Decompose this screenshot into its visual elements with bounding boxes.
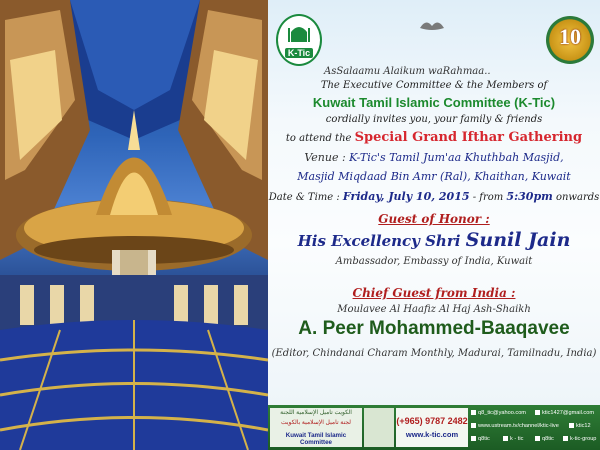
footer-social-1[interactable]: q8tic [478, 436, 490, 442]
venue-line-1: K-Tic's Tamil Jum'aa Khuthbah Masjid, [349, 151, 564, 164]
group-icon [563, 436, 568, 441]
footer-ustream-row [471, 423, 559, 429]
guest-name: Sunil Jain [465, 229, 571, 251]
datetime-mid: - from [472, 192, 504, 203]
venue-line [268, 151, 600, 164]
mosque-interior-photo [0, 0, 268, 450]
video-icon [471, 423, 476, 428]
footer-photos [364, 408, 394, 447]
chief-guest-prefix: Moulavee Al Haafiz Al Haj Ash-Shaikh [337, 304, 531, 315]
guest-line [268, 229, 600, 251]
event-name: Special Grand Ifthar Gathering [354, 130, 583, 145]
chief-guest-name: A. Peer Mohammed-Baaqavee [298, 318, 570, 339]
footer-email-2[interactable]: ktic1427@gmail.com [542, 410, 595, 416]
email-icon [471, 410, 476, 415]
footer-social-4[interactable]: k-tic-group [570, 436, 597, 442]
guest-heading: Guest of Honor : [378, 212, 490, 226]
footer-social-3[interactable]: q8tic [542, 436, 554, 442]
footer-org-block [270, 408, 362, 447]
datetime-label: Date & Time : [268, 192, 340, 203]
invitation-panel [268, 0, 600, 405]
footer-social-3-row [535, 436, 554, 442]
event-date: Friday, July 10, 2015 [342, 190, 470, 203]
logo-label: K-Tic [285, 48, 313, 58]
youtube-icon [503, 436, 508, 441]
greeting: AsSalaamu Alaikum waRahmaa.. [324, 66, 491, 77]
footer-social-block [471, 408, 598, 447]
footer-ustream[interactable]: www.ustream.tv/channel/ktic-live [478, 423, 559, 429]
footer-social-2[interactable]: k - tic [510, 436, 524, 442]
event-prefix: to attend the [285, 133, 352, 144]
twitter-icon [569, 423, 574, 428]
badge-number: 10 [559, 24, 581, 49]
footer-email-1-row [471, 410, 526, 416]
venue-label: Venue : [304, 151, 346, 164]
datetime-suffix: onwards [555, 192, 600, 203]
chief-guest-title: (Editor, Chindanai Charam Monthly, Madurai, Tamilnadu, India) [271, 348, 597, 359]
calligraphy-ornament-icon [418, 16, 446, 32]
footer-contact-block [396, 408, 468, 447]
datetime-line [268, 190, 600, 203]
venue-line-2: Masjid Miqdaad Bin Amr (Ral), Khaithan, Kuwait [297, 170, 571, 183]
footer-strip [268, 405, 600, 450]
footer-email-2-row [535, 410, 594, 416]
guest-title: Ambassador, Embassy of India, Kuwait [335, 256, 533, 267]
ktic-logo [276, 14, 322, 66]
guest-prefix: His Excellency Shri [297, 232, 461, 250]
mosque-icon [287, 22, 311, 44]
footer-handle-1[interactable]: ktic12 [576, 423, 591, 429]
facebook-icon [471, 436, 476, 441]
invite-line: cordially invites you, your family & friends [325, 114, 543, 125]
email-icon [535, 410, 540, 415]
anniversary-badge [546, 16, 594, 64]
organization-name: Kuwait Tamil Islamic Committee (K-Tic) [312, 95, 556, 110]
footer-social-1-row [471, 436, 490, 442]
chief-guest-heading: Chief Guest from India : [352, 286, 516, 300]
footer-phone: (+965) 9787 2482 [396, 416, 468, 426]
facebook-icon [535, 436, 540, 441]
footer-arabic-line-1: الكويت تاميل الإسلامية اللجنة [280, 410, 352, 416]
footer-org-english: Kuwait Tamil Islamic Committee [285, 432, 347, 446]
footer-social-2-row [503, 436, 523, 442]
event-time: 5:30pm [506, 190, 553, 203]
event-line [268, 130, 600, 145]
footer-website: www.k-tic.com [405, 430, 459, 439]
intro-line: The Executive Committee & the Members of [320, 80, 548, 91]
footer-handle-row [569, 423, 591, 429]
footer-arabic-line-2: لجنة تاميل الإسلامية بالكويت [280, 420, 352, 426]
footer-social-4-row [563, 436, 596, 442]
footer-email-1[interactable]: q8_tic@yahoo.com [478, 410, 526, 416]
